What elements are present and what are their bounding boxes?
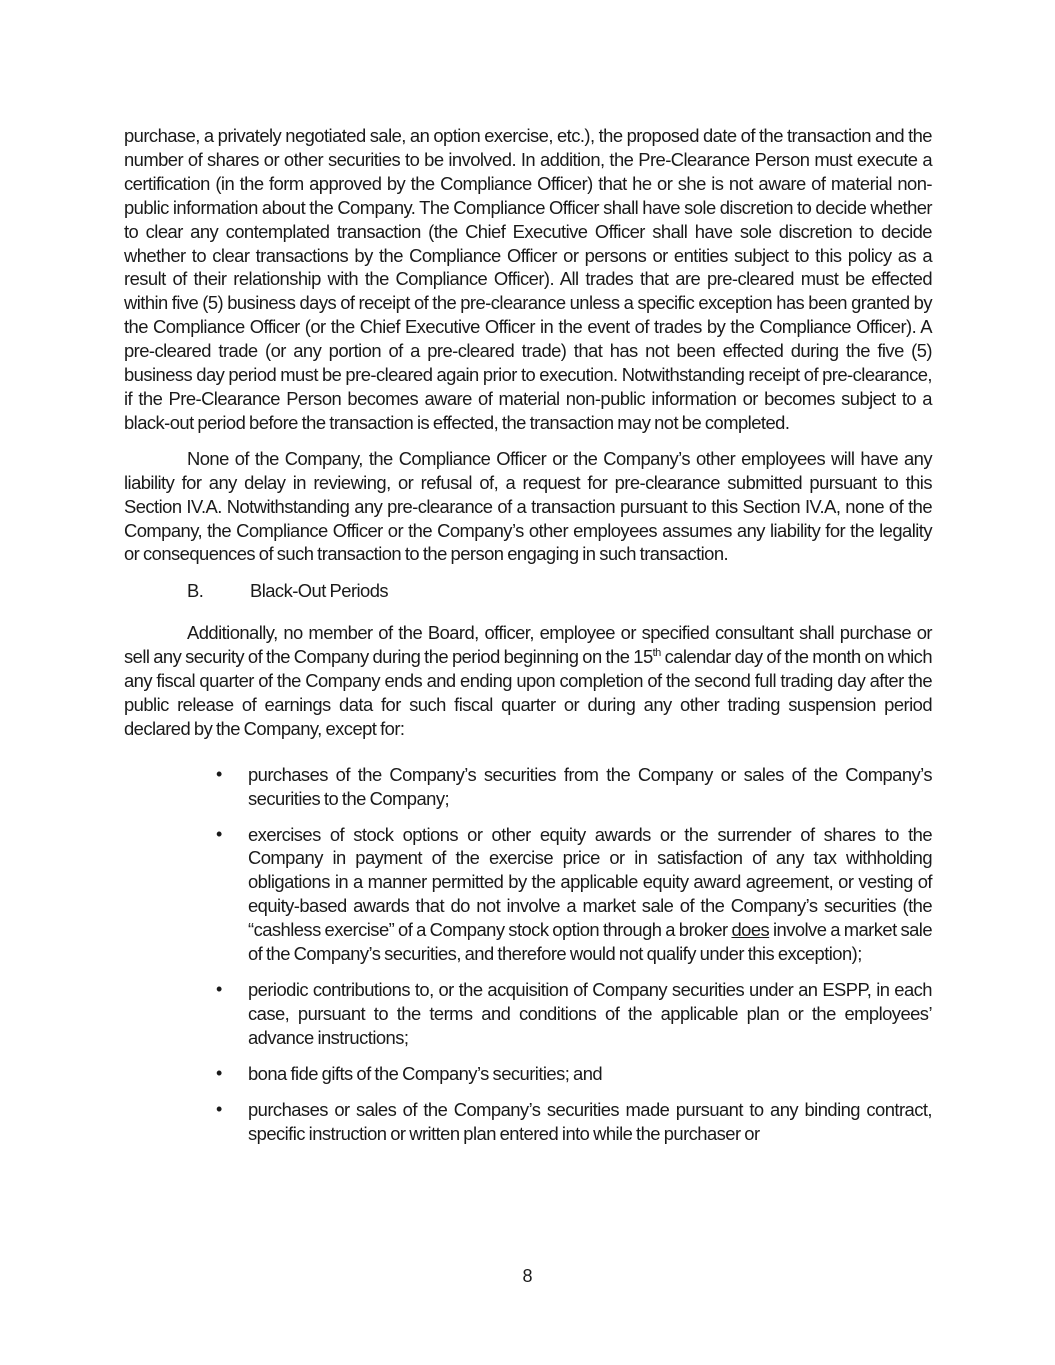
section-heading-black-out bbox=[124, 579, 932, 603]
list-item-text: bona fide gifts of the Company’s securities; and bbox=[248, 1062, 603, 1084]
bullet-icon: • bbox=[216, 1098, 222, 1119]
list-item-text-part-2: involve a market sale of the Company’s securities, and therefore would not qualify under this exception); bbox=[248, 919, 932, 965]
list-item-text bbox=[248, 824, 932, 965]
list-item-text: purchases of the Company’s securities from the Company or sales of the Company’s securities to the Company; bbox=[248, 763, 932, 809]
bullet-icon: • bbox=[216, 763, 222, 784]
document-body bbox=[124, 124, 932, 1157]
list-item-text: purchases or sales of the Company’s securities made pursuant to any binding contract, specific instruction or written plan entered into while the purchaser or bbox=[248, 1098, 932, 1144]
paragraph-pre-clearance-continued: purchase, a privately negotiated sale, an option exercise, etc.), the proposed date of the transaction and the number of shares or other securities to be involved. In addition, the Pre-Clearance Person must execute a certification (in the form approved by the Compliance Officer) that he or she is not aware of material non-public information about the Company. The Compliance Officer shall have sole discretion to decide whether to clear any contemplated transaction (the Chief Executive Officer shall have sole discretion to decide whether to clear transactions by the Compliance Officer or persons or entities subject to this policy as a result of their relationship with the Compliance Officer). All trades that are pre-cleared must be effected within five (5) business days of receipt of the pre-clearance unless a specific exception has been granted by the Compliance Officer (or the Chief Executive Officer in the event of trades by the Compliance Officer). A pre-cleared trade (or any portion of a pre-cleared trade) that has not been effected during the five (5) business day period must be pre-cleared again prior to execution. Notwithstanding receipt of pre-clearance, if the Pre-Clearance Person becomes aware of material non-public information or becomes subject to a black-out period before the transaction is effected, the transaction may not be completed. bbox=[124, 125, 932, 433]
list-item bbox=[124, 978, 932, 1050]
paragraph-black-out-text-2: calendar day of the month on which any fiscal quarter of the Company ends and ending upon completion of the second full trading day after the public release of earnings data for such fiscal quarter or during any other trading suspension period declared by the Company, except for: bbox=[124, 646, 932, 739]
list-item-text-part-1: exercises of stock options or other equity awards or the surrender of shares to the Company in payment of the exercise price or in satisfaction of any tax withholding obligations in a manner permitted by the applicable equity award agreement, or vesting of equity-based awards that do not involve a market sale of the Company’s securities (the “cashless exercise” of a Company stock option through a broker bbox=[248, 823, 932, 941]
list-item bbox=[124, 1098, 932, 1146]
list-item bbox=[124, 763, 932, 811]
bullet-icon: • bbox=[216, 979, 222, 999]
page-number: 8 bbox=[522, 1266, 533, 1286]
underlined-emphasis: does bbox=[731, 919, 770, 941]
paragraph-black-out-period bbox=[124, 621, 932, 741]
bullet-icon: • bbox=[216, 1062, 222, 1083]
list-item bbox=[124, 1062, 932, 1086]
list-item bbox=[124, 823, 932, 966]
paragraph-black-out-text-1: Additionally, no member of the Board, officer, employee or specified consultant shall purchase or sell any security of the Company during the period beginning on the 15 bbox=[124, 622, 932, 668]
section-title: Black-Out Periods bbox=[250, 580, 389, 602]
ordinal-suffix: th bbox=[652, 647, 661, 659]
list-item-text: periodic contributions to, or the acquisition of Company securities under an ESPP, in each case, pursuant to the terms and conditions of the applicable plan or the employees’ advance instructions; bbox=[248, 979, 932, 1048]
section-number: B. bbox=[187, 580, 204, 602]
bullet-icon: • bbox=[216, 823, 222, 844]
paragraph-liability: None of the Company, the Compliance Officer or the Company’s other employees will have any liability for any delay in reviewing, or refusal of, a request for pre-clearance submitted pursuant to this Section IV.A. Notwithstanding any pre-clearance of a transaction pursuant to this Section IV.A, none of the Company, the Compliance Officer or the Company’s other employees assumes any liability for the legality or consequences of such transaction to the person engaging in such transaction. bbox=[124, 447, 932, 565]
exception-list bbox=[124, 763, 932, 1146]
